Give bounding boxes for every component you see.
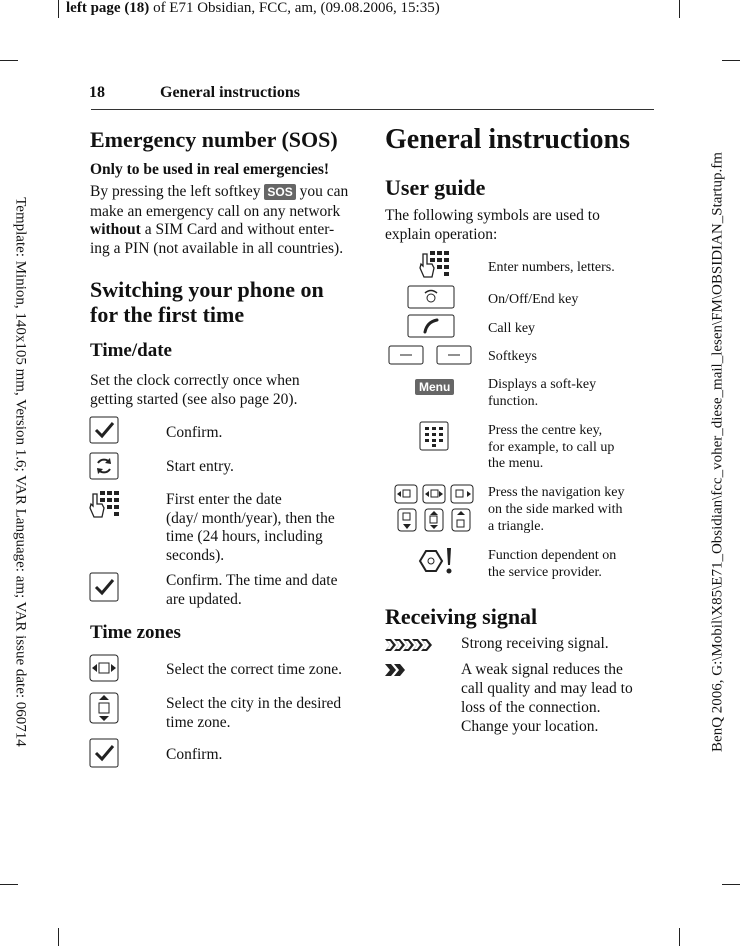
- timedate-title: Time/date: [90, 340, 172, 361]
- keypad-hand-icon: [418, 250, 452, 280]
- symbol-nav-key-1: Press the navigation key: [488, 485, 625, 500]
- signal-strong-icon: [385, 638, 439, 652]
- symbol-enter-numbers: Enter numbers, letters.: [488, 260, 615, 275]
- call-key-icon: [407, 314, 455, 338]
- symbol-softkeys: Softkeys: [488, 349, 537, 364]
- symbol-nav-key-2: on the side marked with: [488, 502, 623, 517]
- crop-mark: [0, 60, 18, 61]
- item-enter-date-1: First enter the date: [166, 491, 282, 508]
- userguide-title: User guide: [385, 175, 486, 200]
- sos-subtitle: Only to be used in real emergencies!: [90, 161, 330, 178]
- timedate-intro-2: getting started (see also page 20).: [90, 391, 298, 408]
- item-enter-date-2: (day/ month/year), then the: [166, 510, 335, 527]
- item-select-city-1: Select the city in the desired: [166, 695, 342, 712]
- sos-text-4: ing a PIN (not available in all countries).: [90, 240, 344, 257]
- signal-title: Receiving signal: [385, 604, 538, 629]
- timedate-intro-1: Set the clock correctly once when: [90, 372, 300, 389]
- symbol-onoff: On/Off/End key: [488, 292, 579, 307]
- crop-mark: [679, 0, 680, 18]
- signal-weak-icon: [385, 663, 407, 677]
- switch-title-1: Switching your phone on: [90, 277, 324, 302]
- page-title: General instructions: [385, 124, 630, 155]
- symbol-centre-key-3: the menu.: [488, 456, 544, 471]
- check-icon: [89, 416, 119, 444]
- signal-strong-text: Strong receiving signal.: [461, 635, 609, 652]
- item-start-entry: Start entry.: [166, 458, 234, 475]
- item-confirm-updated-2: are updated.: [166, 591, 242, 608]
- header-rule: [91, 109, 654, 110]
- nav-keys-icon: [394, 484, 474, 534]
- userguide-intro-1: The following symbols are used to: [385, 207, 600, 224]
- top-line: left page (18) of E71 Obsidian, FCC, am, (09.08.2006, 15:35): [66, 0, 440, 16]
- item-select-city-2: time zone.: [166, 714, 231, 731]
- item-confirm-updated-1: Confirm. The time and date: [166, 572, 338, 589]
- keypad-hand-icon: [88, 490, 122, 524]
- timezones-title: Time zones: [90, 622, 181, 643]
- signal-weak-text-3: loss of the connection.: [461, 699, 601, 716]
- switch-title-2: for the first time: [90, 302, 245, 327]
- sos-text-3: without a SIM Card and without enter-: [90, 221, 335, 238]
- item-confirm: Confirm.: [166, 424, 223, 441]
- symbol-softkey-function-2: function.: [488, 394, 539, 409]
- running-title: General instructions: [160, 84, 300, 101]
- crop-mark: [722, 884, 740, 885]
- item-enter-date-4: seconds).: [166, 547, 225, 564]
- crop-mark: [58, 0, 59, 18]
- crop-mark: [58, 928, 59, 946]
- softkeys-icon: [388, 345, 474, 365]
- signal-weak-text-4: Change your location.: [461, 718, 599, 735]
- check-icon: [89, 572, 119, 602]
- sos-softkey: SOS: [264, 184, 295, 200]
- crop-mark: [679, 928, 680, 946]
- check-icon: [89, 738, 119, 768]
- signal-weak-text-1: A weak signal reduces the: [461, 661, 623, 678]
- page-number: 18: [89, 84, 105, 101]
- provider-icon: [416, 545, 456, 577]
- nav-horizontal-icon: [89, 654, 119, 682]
- refresh-icon: [89, 452, 119, 480]
- keypad-icon: [419, 421, 449, 451]
- power-key-icon: [407, 285, 455, 309]
- item-select-timezone: Select the correct time zone.: [166, 661, 343, 678]
- crop-mark: [722, 60, 740, 61]
- signal-weak-text-2: call quality and may lead to: [461, 680, 633, 697]
- symbol-call-key: Call key: [488, 321, 536, 336]
- symbol-nav-key-3: a triangle.: [488, 519, 544, 534]
- sos-text-1: By pressing the left softkey SOS you can: [90, 183, 349, 200]
- symbol-provider-1: Function dependent on: [488, 548, 617, 563]
- crop-mark: [0, 884, 18, 885]
- symbol-softkey-function-1: Displays a soft-key: [488, 377, 597, 392]
- item-enter-date-3: time (24 hours, including: [166, 528, 323, 545]
- symbol-provider-2: the service provider.: [488, 565, 602, 580]
- symbol-centre-key-1: Press the centre key,: [488, 423, 603, 438]
- nav-vertical-icon: [89, 692, 119, 724]
- item-confirm-final: Confirm.: [166, 746, 223, 763]
- symbol-centre-key-2: for example, to call up: [488, 440, 615, 455]
- userguide-intro-2: explain operation:: [385, 226, 498, 243]
- menu-key-icon: Menu: [415, 378, 454, 396]
- sos-text-2: make an emergency call on any network: [90, 203, 341, 220]
- sos-title: Emergency number (SOS): [90, 127, 338, 152]
